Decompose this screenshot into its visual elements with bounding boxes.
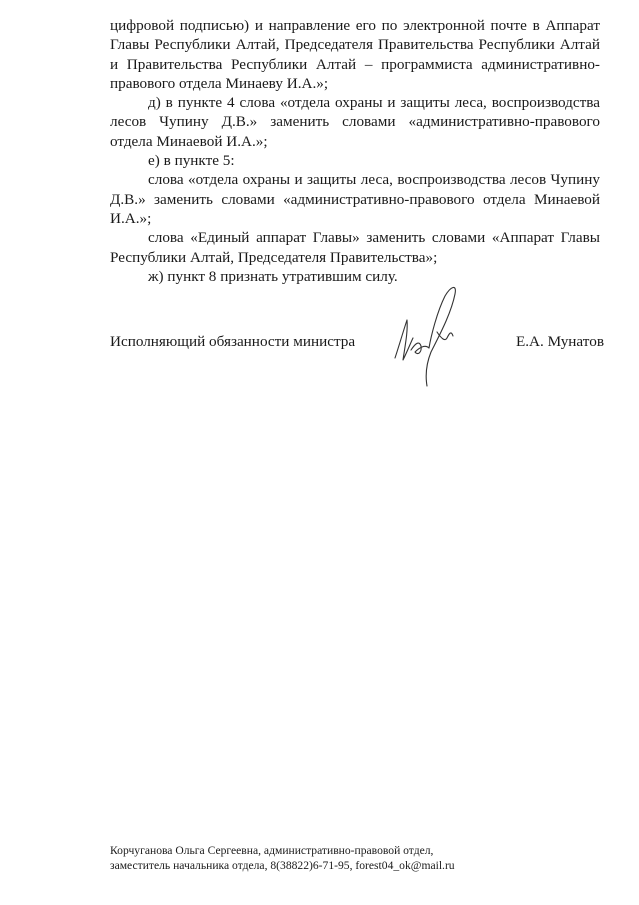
document-footer [110, 843, 590, 873]
paragraph-item-e-sub1: слова «отдела охраны и защиты леса, воспроизводства лесов Чупину Д.В.» заменить словами «административно-правового отдела Минаевой И.А.»; [110, 171, 600, 227]
paragraph-item-e-sub2: слова «Единый аппарат Главы» заменить словами «Аппарат Главы Республики Алтай, Председателя Правительства»; [110, 229, 600, 266]
paragraph-continuation: цифровой подписью) и направление его по электронной почте в Аппарат Главы Республики Алтай, Председателя Правительства Республики Алтай и Правительства Республики Алтай – программиста административно-правового отдела Минаеву И.А.»; [110, 17, 600, 92]
paragraph-item-zh: ж) пункт 8 признать утратившим силу. [148, 267, 398, 285]
signature-block [110, 330, 604, 354]
signer-position: Исполняющий обязанности министра [110, 333, 356, 350]
footer-contact-details: заместитель начальника отдела, 8(38822)6-71-95, forest04_ok@mail.ru [110, 859, 455, 872]
footer-contact-name: Корчуганова Ольга Сергеевна, административно-правовой отдел, [110, 844, 434, 857]
document-body [110, 16, 600, 286]
paragraph-item-e: е) в пункте 5: [148, 152, 235, 170]
paragraph-item-d: д) в пункте 4 слова «отдела охраны и защиты леса, воспроизводства лесов Чупину Д.В.» заменить словами «административно-правового отдела Минаевой И.А.»; [110, 94, 600, 150]
handwritten-signature [385, 280, 465, 388]
signer-name: Е.А. Мунатов [515, 333, 604, 350]
